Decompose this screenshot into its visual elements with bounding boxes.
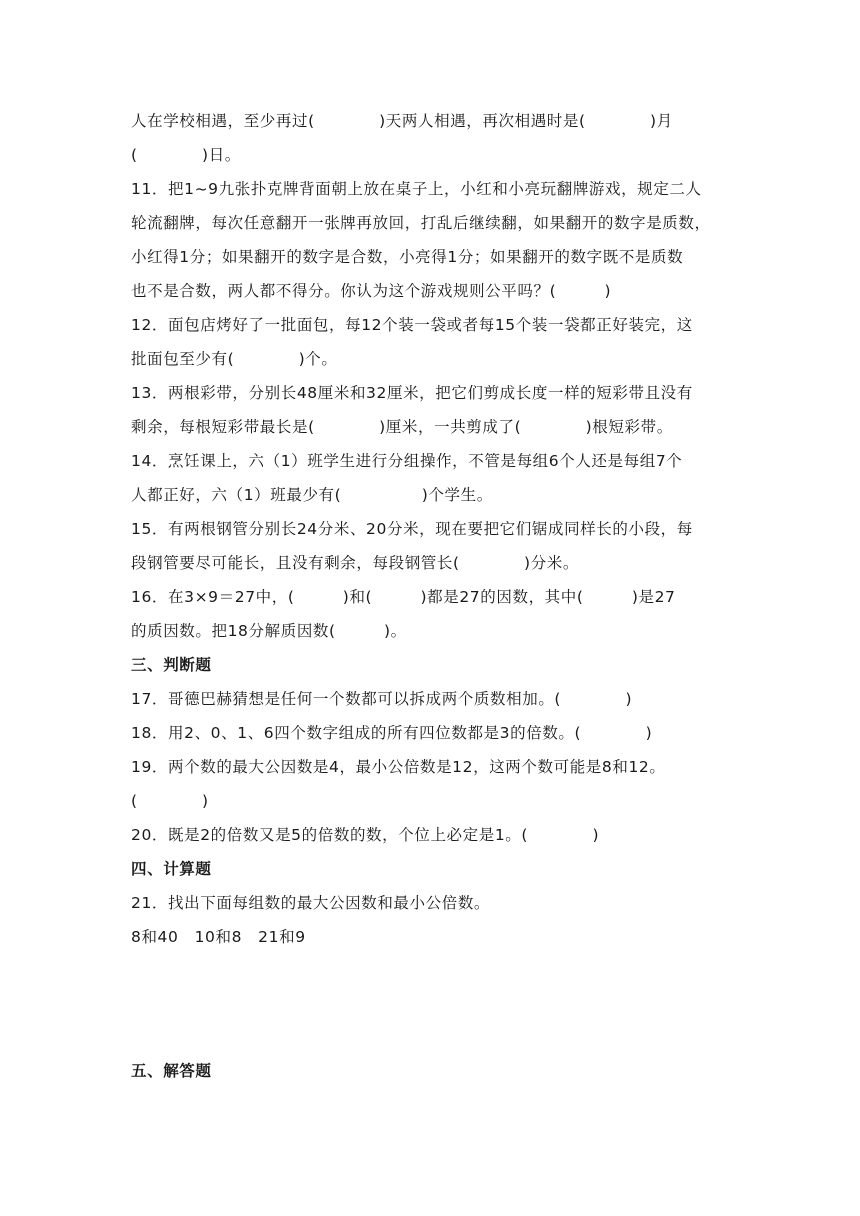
section-heading-answers: 五、解答题: [131, 1062, 212, 1080]
question-12: 12．面包店烤好了一批面包，每12个装一袋或者每15个装一袋都正好装完，这: [131, 316, 693, 334]
question-16: 16．在3×9＝27中，( )和( )都是27的因数，其中( )是27: [131, 588, 676, 606]
text-line: 也不是合数，两人都不得分。你认为这个游戏规则公平吗？( ): [131, 282, 612, 300]
number-groups: 8和40 10和8 21和9: [131, 928, 306, 946]
question-17: 17．哥德巴赫猜想是任何一个数都可以拆成两个质数相加。( ): [131, 690, 633, 708]
text-line: 人在学校相遇，至少再过( )天两人相遇，再次相遇时是( )月: [131, 112, 673, 130]
question-21: 21．找出下面每组数的最大公因数和最小公倍数。: [131, 894, 491, 912]
text-line: 小红得1分；如果翻开的数字是合数，小亮得1分；如果翻开的数字既不是质数: [131, 248, 684, 266]
text-line: 人都正好，六（1）班最少有( )个学生。: [131, 486, 493, 504]
text-line: 批面包至少有( )个。: [131, 350, 338, 368]
question-15: 15．有两根钢管分别长24分米、20分米，现在要把它们锯成同样长的小段，每: [131, 520, 693, 538]
question-19: 19．两个数的最大公因数是4，最小公倍数是12，这两个数可能是8和12。: [131, 758, 666, 776]
text-line: 轮流翻牌，每次任意翻开一张牌再放回，打乱后继续翻，如果翻开的数字是质数，: [131, 214, 711, 232]
text-line: ( )日。: [131, 146, 241, 164]
question-20: 20．既是2的倍数又是5的倍数的数，个位上必定是1。( ): [131, 826, 600, 844]
question-14: 14．烹饪课上，六（1）班学生进行分组操作，不管是每组6个人还是每组7个: [131, 452, 683, 470]
text-line: 段钢管要尽可能长，且没有剩余，每段钢管长( )分米。: [131, 554, 579, 572]
text-line: 的质因数。把18分解质因数( )。: [131, 622, 407, 640]
question-18: 18．用2、0、1、6四个数字组成的所有四位数都是3的倍数。( ): [131, 724, 653, 742]
section-heading-calculation: 四、计算题: [131, 860, 212, 878]
question-13: 13．两根彩带，分别长48厘米和32厘米，把它们剪成长度一样的短彩带且没有: [131, 384, 693, 402]
question-11: 11．把1~9九张扑克牌背面朝上放在桌子上，小红和小亮玩翻牌游戏，规定二人: [131, 180, 702, 198]
text-line: 剩余，每根短彩带最长是( )厘米，一共剪成了( )根短彩带。: [131, 418, 673, 436]
text-line: ( ): [131, 792, 209, 810]
section-heading-judgement: 三、判断题: [131, 656, 212, 674]
